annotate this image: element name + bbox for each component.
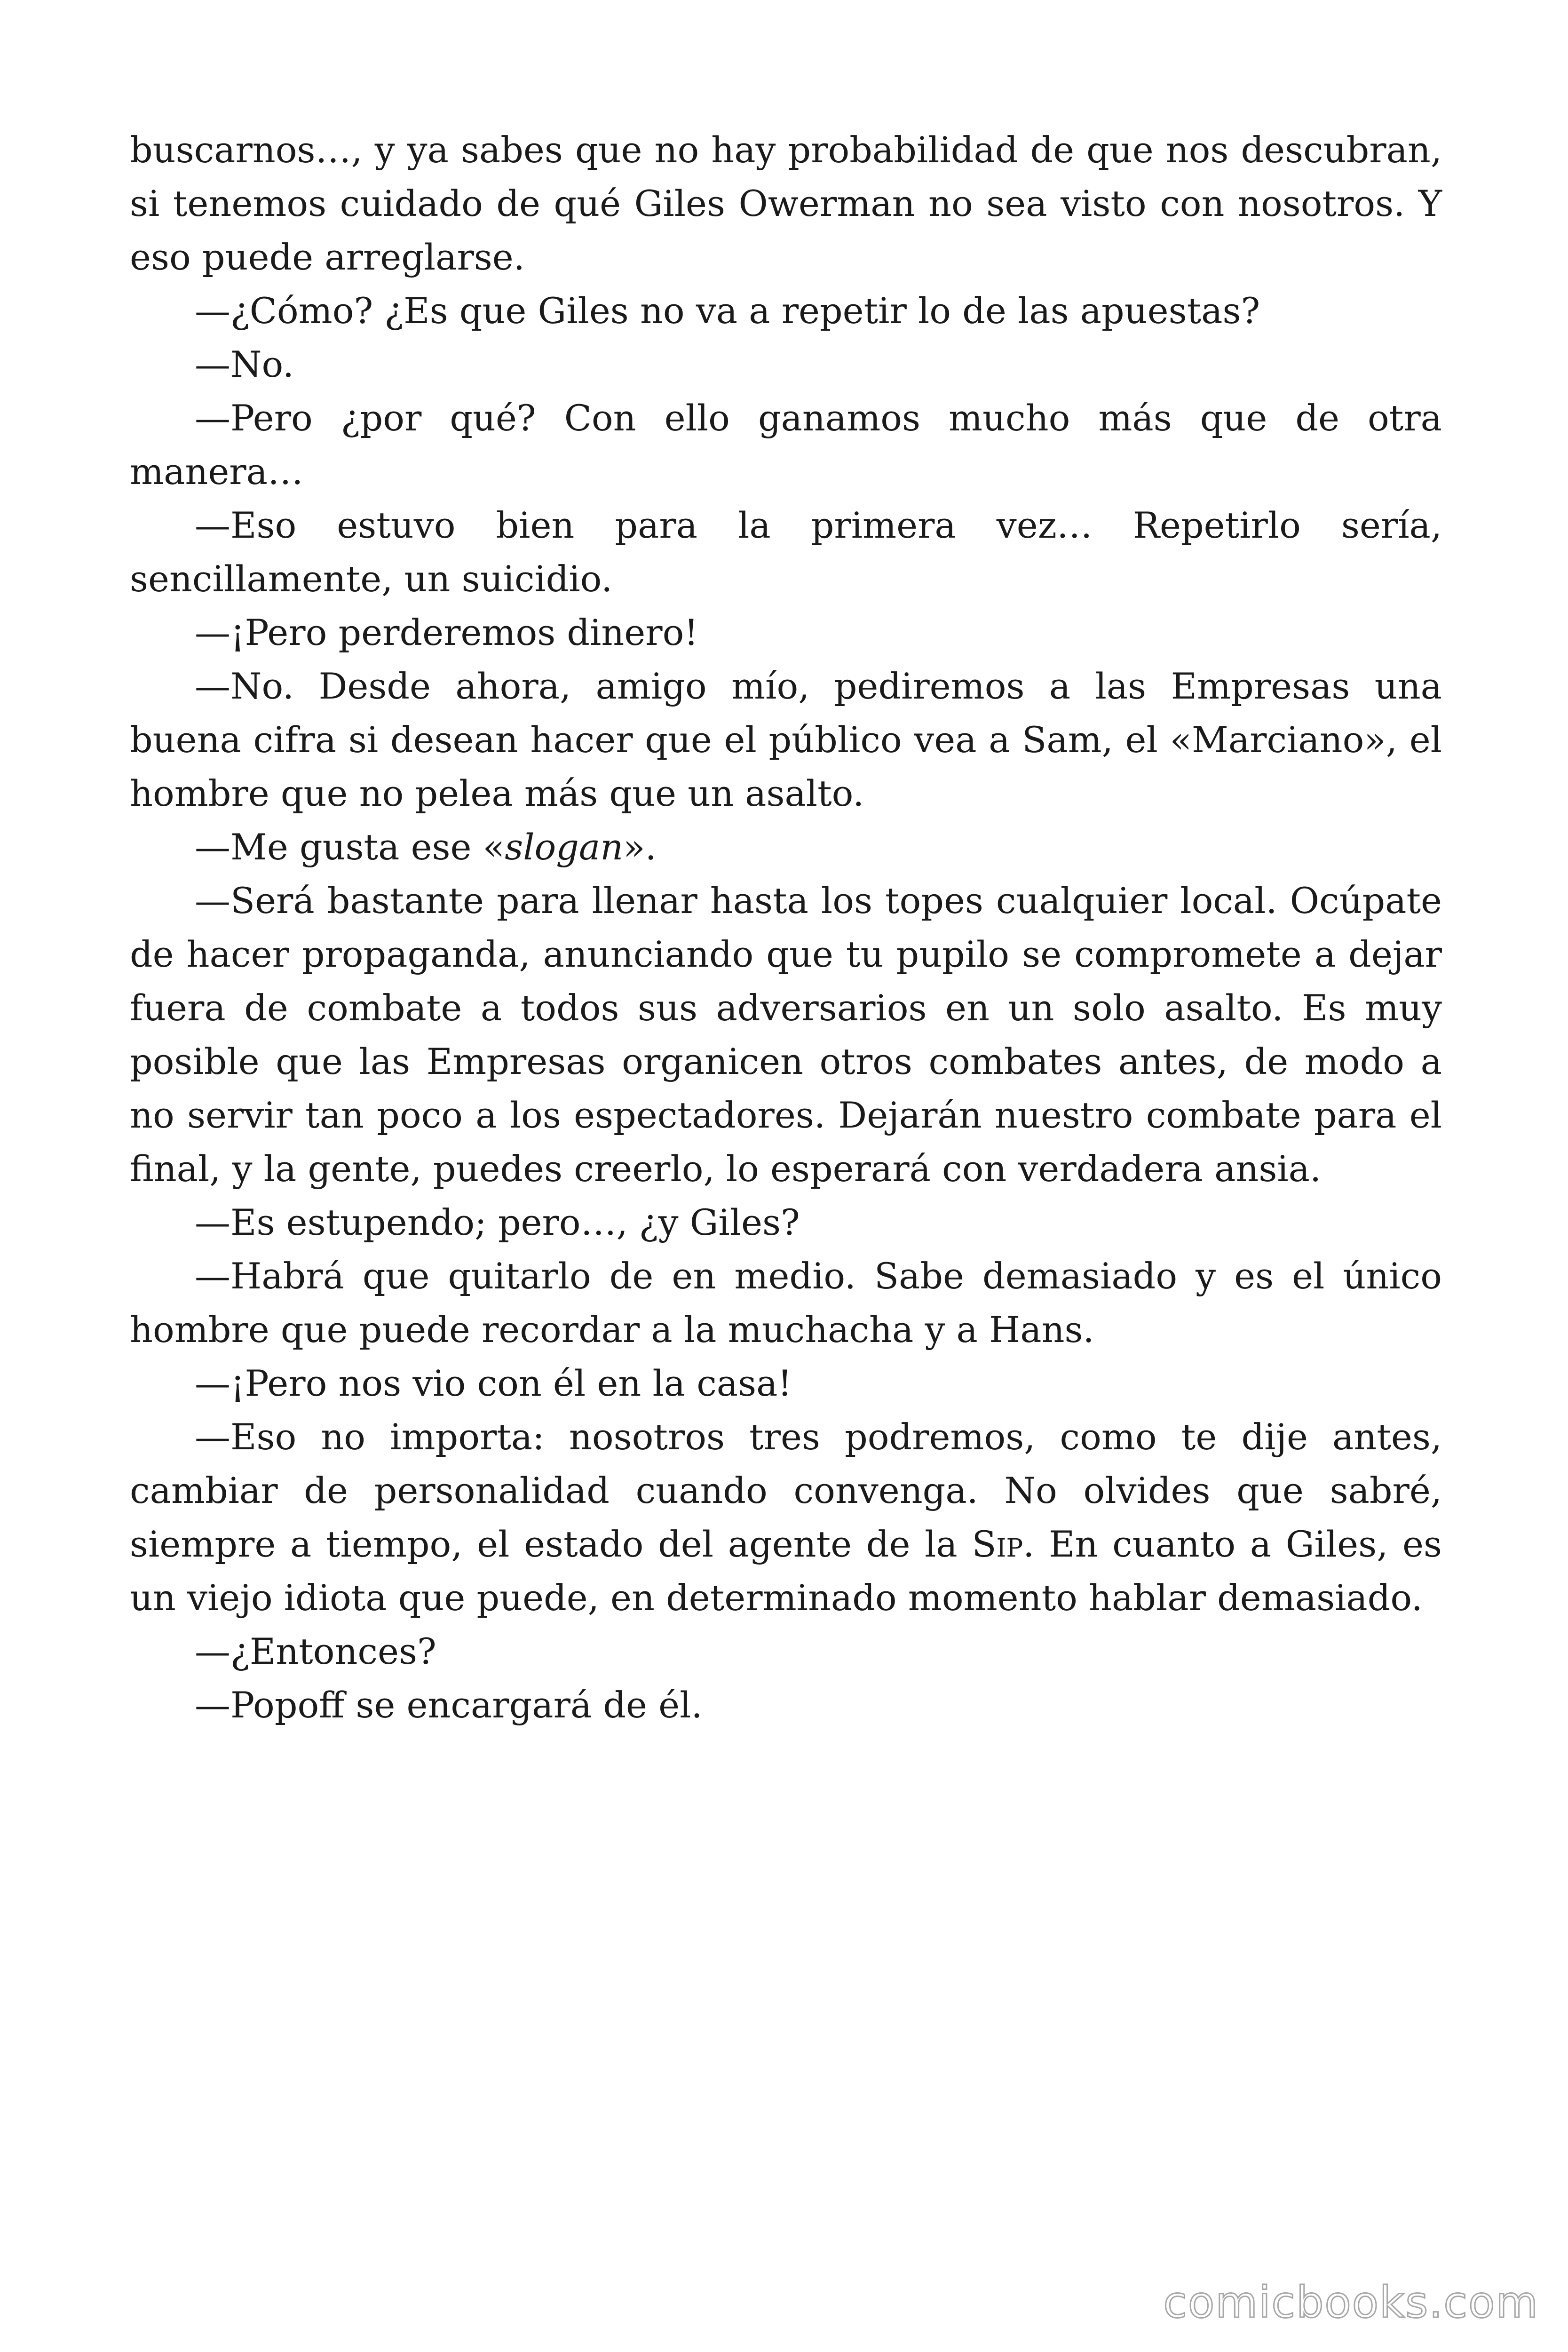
paragraph-10: —Es estupendo; pero…, ¿y Giles?: [195, 1201, 800, 1243]
paragraph-1: buscarnos…, y ya sabes que no hay probabilidad de que nos descubran, si tenemos cuidado de qué Giles Owerman no sea visto con nosotros. Y eso puede arreglarse.: [130, 129, 1442, 278]
smallcaps-sip: Sip: [972, 1523, 1023, 1565]
paragraph-7: —No. Desde ahora, amigo mío, pediremos a las Empresas una buena cifra si desean hacer que el público vea a Sam, el «Marciano», el hombre que no pelea más que un asalto.: [130, 665, 1442, 814]
paragraph-13-before: —Eso no importa: nosotros tres podremos, como te dije antes, cambiar de personalidad cuando convenga. No olvides que sabré, siempre a tiempo, el estado del agente de la: [130, 1416, 1442, 1565]
paragraph-14: —¿Entonces?: [195, 1630, 436, 1672]
paragraph-8-after: ».: [623, 826, 657, 868]
paragraph-8: [130, 820, 1442, 874]
watermark: comicbooks.com: [1163, 2277, 1539, 2328]
paragraph-6: —¡Pero perderemos dinero!: [195, 612, 698, 653]
paragraph-12: —¡Pero nos vio con él en la casa!: [195, 1362, 792, 1404]
page-body: [130, 123, 1442, 1732]
italic-slogan: slogan: [505, 826, 624, 868]
paragraph-13-after: . En cuanto a Giles, es un viejo idiota que puede, en determinado momento hablar demasiado.: [130, 1523, 1442, 1619]
paragraph-9: —Será bastante para llenar hasta los topes cualquier local. Ocúpate de hacer propaganda, anunciando que tu pupilo se compromete a dejar fuera de combate a todos sus adversarios en un solo asalto. Es muy posible que las Empresas organicen otros combates antes, de modo a no servir tan poco a los espectadores. Dejarán nuestro combate para el final, y la gente, puedes creerlo, lo esperará con verdadera ansia.: [130, 880, 1442, 1190]
paragraph-4: —Pero ¿por qué? Con ello ganamos mucho más que de otra manera…: [130, 397, 1442, 493]
paragraph-3: —No.: [195, 343, 294, 385]
paragraph-5: —Eso estuvo bien para la primera vez… Repetirlo sería, sencillamente, un suicidio.: [130, 504, 1442, 600]
paragraph-8-before: —Me gusta ese «: [195, 826, 505, 868]
paragraph-13: [130, 1410, 1442, 1625]
paragraph-11: —Habrá que quitarlo de en medio. Sabe demasiado y es el único hombre que puede recordar a la muchacha y a Hans.: [130, 1255, 1442, 1351]
paragraph-15: —Popoff se encargará de él.: [195, 1684, 703, 1726]
paragraph-2: —¿Cómo? ¿Es que Giles no va a repetir lo de las apuestas?: [195, 290, 1260, 332]
